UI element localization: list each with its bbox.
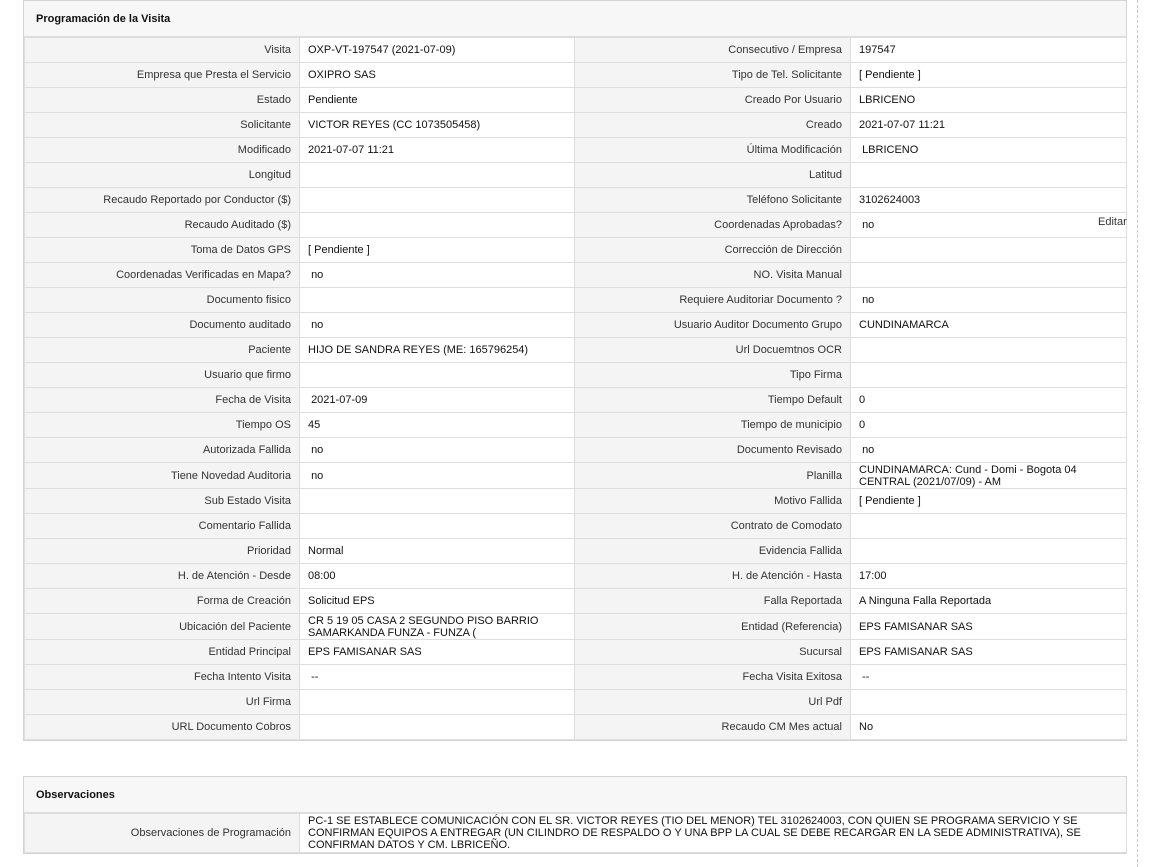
field-value-text: 197547 <box>859 44 896 56</box>
field-label <box>25 388 300 413</box>
field-value-text: no <box>308 319 324 331</box>
field-value-text: no <box>308 444 324 456</box>
field-value <box>300 138 575 163</box>
table-row <box>25 163 1127 188</box>
field-value <box>300 564 575 589</box>
field-label-text: Comentario Fallida <box>198 520 291 532</box>
visit-details-table <box>24 37 1127 740</box>
field-label <box>25 539 300 564</box>
field-value-text: no <box>859 444 875 456</box>
field-label <box>25 690 300 715</box>
field-label-text: Última Modificación <box>746 144 842 156</box>
field-value <box>851 338 1127 363</box>
field-label-text: Requiere Auditoriar Documento ? <box>679 294 842 306</box>
field-label-text: H. de Atención - Hasta <box>731 570 842 582</box>
field-value <box>300 715 575 740</box>
field-value-text: OXP-VT-197547 (2021-07-09) <box>308 44 456 56</box>
field-label <box>25 514 300 539</box>
field-value <box>300 63 575 88</box>
field-value-text: [ Pendiente ] <box>859 495 921 507</box>
field-label <box>25 63 300 88</box>
field-label-text: Sub Estado Visita <box>204 495 291 507</box>
field-label <box>25 489 300 514</box>
table-row <box>25 539 1127 564</box>
field-label-text: Estado <box>256 94 291 106</box>
observations-table <box>24 813 1127 853</box>
field-value <box>300 413 575 438</box>
field-label-text: Entidad Principal <box>208 646 291 658</box>
table-row <box>25 138 1127 163</box>
field-value <box>300 539 575 564</box>
table-row <box>25 665 1127 690</box>
field-label <box>575 514 851 539</box>
field-label-text: Tiempo Default <box>767 394 842 406</box>
field-value-text: 0 <box>859 394 866 406</box>
field-value <box>300 88 575 113</box>
field-label-text: Tipo Firma <box>789 369 842 381</box>
field-label-text: Ubicación del Paciente <box>179 620 291 633</box>
field-label <box>575 363 851 388</box>
field-value <box>300 213 575 238</box>
field-label-text: Fecha de Visita <box>215 394 291 406</box>
field-value <box>851 313 1127 338</box>
field-value-text: [ Pendiente ] <box>308 244 370 256</box>
field-value <box>300 438 575 463</box>
field-value-text: EPS FAMISANAR SAS <box>308 646 422 658</box>
field-label <box>25 589 300 614</box>
field-value <box>300 163 575 188</box>
table-row <box>25 715 1127 740</box>
field-value-text: -- <box>859 671 870 683</box>
table-row <box>25 413 1127 438</box>
field-value-text: CUNDINAMARCA <box>859 319 949 331</box>
field-value-text: A Ninguna Falla Reportada <box>859 595 992 607</box>
field-value-text: No <box>859 721 874 733</box>
field-label-text: Coordenadas Verificadas en Mapa? <box>116 269 291 281</box>
field-label <box>575 489 851 514</box>
table-row <box>25 88 1127 113</box>
field-value <box>851 539 1127 564</box>
edit-link[interactable]: Editar <box>1098 216 1127 228</box>
field-value-text: CR 5 19 05 CASA 2 SEGUNDO PISO BARRIO SAMARKANDA FUNZA - FUNZA ( <box>308 614 542 639</box>
field-label-text: Empresa que Presta el Servicio <box>136 69 291 81</box>
table-row <box>25 238 1127 263</box>
table-row <box>25 263 1127 288</box>
field-label-text: Longitud <box>248 169 291 181</box>
field-value <box>851 388 1127 413</box>
field-label <box>575 564 851 589</box>
field-label-text: Usuario que firmo <box>204 369 291 381</box>
field-label <box>25 313 300 338</box>
field-label-text: Toma de Datos GPS <box>190 244 291 256</box>
field-label-text: Motivo Fallida <box>774 495 842 507</box>
observations-label: Observaciones de Programación <box>25 814 300 853</box>
field-value <box>851 113 1127 138</box>
field-label-text: Documento auditado <box>189 319 291 331</box>
field-value-text: EPS FAMISANAR SAS <box>859 646 973 658</box>
field-label <box>25 463 300 489</box>
table-row <box>25 338 1127 363</box>
field-label-text: Tiene Novedad Auditoria <box>170 469 291 482</box>
field-value-text: no <box>308 469 324 482</box>
field-label <box>25 163 300 188</box>
field-label-text: Paciente <box>248 344 291 356</box>
field-label-text: Planilla <box>806 469 842 482</box>
field-label-text: Falla Reportada <box>763 595 842 607</box>
observations-panel <box>23 776 1127 854</box>
field-label <box>25 438 300 463</box>
field-label <box>575 263 851 288</box>
field-value-text: VICTOR REYES (CC 1073505458) <box>308 119 481 131</box>
field-label-text: Url Pdf <box>808 696 842 708</box>
field-label-text: URL Documento Cobros <box>171 721 291 733</box>
table-row <box>25 363 1127 388</box>
field-label-text: Solicitante <box>240 119 291 131</box>
field-label <box>25 338 300 363</box>
field-label-text: Tipo de Tel. Solicitante <box>731 69 842 81</box>
field-label-text: Creado Por Usuario <box>744 94 842 106</box>
observations-text: PC-1 SE ESTABLECE COMUNICACIÓN CON EL SR. VICTOR REYES (TIO DEL MENOR) TEL 3102624003, CON QUIEN SE PROGRAMA SERVICIO Y SE CONFIRMAN EQUIPOS A ENTREGAR (UN CILINDRO DE RESPALDO O Y UNA BPP LA CUAL SE DEBE RECARGAR EN LA SEDE ADMINISTRATIVA), SE CONFIRMAN DATOS Y CM. LBRICEÑO. <box>308 815 1081 851</box>
field-label <box>575 413 851 438</box>
field-value-text: LBRICENO <box>859 94 916 106</box>
field-label-text: Fecha Visita Exitosa <box>742 671 842 683</box>
field-value <box>300 313 575 338</box>
table-row <box>25 213 1127 238</box>
table-row <box>25 640 1127 665</box>
field-label <box>575 338 851 363</box>
table-row <box>25 113 1127 138</box>
field-value-text: 2021-07-09 <box>308 394 368 406</box>
field-label <box>575 438 851 463</box>
field-label <box>575 163 851 188</box>
field-label <box>25 113 300 138</box>
field-label <box>25 88 300 113</box>
field-value <box>851 263 1127 288</box>
field-label <box>575 715 851 740</box>
field-value <box>300 514 575 539</box>
field-label <box>25 288 300 313</box>
table-row <box>25 614 1127 640</box>
field-label <box>25 715 300 740</box>
visit-programming-panel <box>23 0 1127 741</box>
field-value <box>300 338 575 363</box>
field-label-text: Contrato de Comodato <box>730 520 842 532</box>
field-label-text: Url Firma <box>245 696 291 708</box>
field-label-text: Prioridad <box>246 545 291 557</box>
field-value <box>300 263 575 288</box>
field-value-text: Solicitud EPS <box>308 595 375 607</box>
field-label <box>25 38 300 63</box>
field-label-text: Recaudo Auditado ($) <box>184 219 291 231</box>
field-label-text: Usuario Auditor Documento Grupo <box>673 319 842 331</box>
field-label-text: Autorizada Fallida <box>202 444 291 456</box>
field-label <box>575 288 851 313</box>
field-label-text: Sucursal <box>799 646 842 658</box>
field-label <box>575 238 851 263</box>
field-value-text: 2021-07-07 11:21 <box>859 119 946 131</box>
field-label-text: Url Docuemtnos OCR <box>735 344 842 356</box>
field-label-text: Consecutivo / Empresa <box>728 44 842 56</box>
table-row <box>25 564 1127 589</box>
field-label <box>575 665 851 690</box>
field-label <box>575 63 851 88</box>
field-label-text: Corrección de Dirección <box>724 244 842 256</box>
field-value <box>851 438 1127 463</box>
field-label <box>25 363 300 388</box>
field-label-text: Tiempo de municipio <box>740 419 842 431</box>
field-label <box>575 690 851 715</box>
field-label-text: Creado <box>805 119 842 131</box>
field-label-text: H. de Atención - Desde <box>177 570 291 582</box>
field-value <box>851 413 1127 438</box>
field-label-text: Teléfono Solicitante <box>746 194 842 206</box>
field-value <box>851 489 1127 514</box>
field-label-text: Latitud <box>808 169 842 181</box>
page-dashed-border <box>1137 0 1138 867</box>
field-value <box>300 288 575 313</box>
field-label <box>25 665 300 690</box>
field-label <box>575 388 851 413</box>
field-value <box>300 614 575 640</box>
field-label-text: Recaudo CM Mes actual <box>721 721 842 733</box>
field-label-text: Fecha Intento Visita <box>193 671 291 683</box>
field-label <box>575 589 851 614</box>
field-label-text: Recaudo Reportado por Conductor ($) <box>103 194 291 206</box>
field-label <box>575 38 851 63</box>
field-label <box>25 238 300 263</box>
table-row <box>25 690 1127 715</box>
field-value <box>851 640 1127 665</box>
field-label-text: Forma de Creación <box>196 595 291 607</box>
field-value <box>851 188 1127 213</box>
field-label <box>575 113 851 138</box>
field-value-text: 45 <box>308 419 321 431</box>
field-label <box>575 213 851 238</box>
field-label <box>25 413 300 438</box>
observations-value <box>300 814 1127 853</box>
field-value <box>851 564 1127 589</box>
field-value <box>851 614 1127 640</box>
field-label <box>575 539 851 564</box>
field-label <box>575 88 851 113</box>
panel-title: Programación de la Visita <box>24 1 1126 37</box>
table-row <box>25 814 1127 853</box>
field-label-text: Coordenadas Aprobadas? <box>714 219 842 231</box>
field-label <box>25 614 300 640</box>
field-value-text: 08:00 <box>308 570 336 582</box>
field-value <box>851 163 1127 188</box>
field-label-text: Tiempo OS <box>235 419 291 431</box>
field-value-text: EPS FAMISANAR SAS <box>859 620 973 633</box>
field-value <box>300 113 575 138</box>
field-label-text: NO. Visita Manual <box>753 269 842 281</box>
table-row <box>25 463 1127 489</box>
table-row <box>25 313 1127 338</box>
field-value-text: OXIPRO SAS <box>308 69 376 81</box>
field-label <box>25 263 300 288</box>
field-value-text: CUNDINAMARCA: Cund - Domi - Bogota 04 CENTRAL (2021/07/09) - AM <box>859 463 1080 488</box>
field-label <box>575 463 851 489</box>
field-label-text: Entidad (Referencia) <box>741 620 842 633</box>
field-value <box>851 38 1127 63</box>
field-value <box>851 88 1127 113</box>
field-value-text: -- <box>308 671 319 683</box>
table-row <box>25 63 1127 88</box>
field-value <box>851 63 1127 88</box>
field-value <box>300 188 575 213</box>
table-row <box>25 589 1127 614</box>
field-value <box>300 363 575 388</box>
field-value <box>851 238 1127 263</box>
table-row <box>25 438 1127 463</box>
table-row <box>25 288 1127 313</box>
table-row <box>25 514 1127 539</box>
field-value <box>300 665 575 690</box>
field-label-text: Evidencia Fallida <box>758 545 842 557</box>
field-label-text: Modificado <box>237 144 291 156</box>
field-value <box>851 589 1127 614</box>
field-value-text: no <box>308 269 324 281</box>
field-value <box>300 640 575 665</box>
field-label <box>25 138 300 163</box>
field-value <box>851 213 1127 238</box>
field-value <box>300 589 575 614</box>
field-value-text: [ Pendiente ] <box>859 69 921 81</box>
field-label <box>25 640 300 665</box>
field-value <box>300 489 575 514</box>
field-value <box>300 690 575 715</box>
field-label <box>575 640 851 665</box>
field-value <box>851 288 1127 313</box>
field-value <box>851 690 1127 715</box>
observations-title: Observaciones <box>24 777 1126 813</box>
field-value-text: LBRICENO <box>859 144 919 156</box>
field-value <box>851 514 1127 539</box>
field-value <box>851 363 1127 388</box>
field-label <box>25 564 300 589</box>
field-value <box>300 238 575 263</box>
field-value-text: 2021-07-07 11:21 <box>308 144 395 156</box>
field-value-text: 0 <box>859 419 866 431</box>
field-label <box>575 188 851 213</box>
field-value <box>300 388 575 413</box>
field-value <box>851 463 1127 489</box>
table-row <box>25 188 1127 213</box>
field-label <box>575 614 851 640</box>
field-value <box>851 665 1127 690</box>
field-value <box>851 138 1127 163</box>
field-label <box>575 313 851 338</box>
table-row <box>25 388 1127 413</box>
field-value <box>851 715 1127 740</box>
field-value-text: Normal <box>308 545 344 557</box>
field-value-text: 3102624003 <box>859 194 921 206</box>
field-value-text: no <box>859 294 875 306</box>
field-label <box>25 213 300 238</box>
field-value-text: Pendiente <box>308 94 358 106</box>
field-value-text: HIJO DE SANDRA REYES (ME: 165796254) <box>308 344 529 356</box>
field-label-text: Documento Revisado <box>736 444 842 456</box>
field-value-text: 17:00 <box>859 570 887 582</box>
field-label <box>575 138 851 163</box>
field-value-text: no <box>859 219 875 231</box>
table-row <box>25 38 1127 63</box>
field-label-text: Documento fisico <box>206 294 291 306</box>
field-value <box>300 38 575 63</box>
field-label-text: Visita <box>264 44 291 56</box>
field-value <box>300 463 575 489</box>
field-label <box>25 188 300 213</box>
table-row <box>25 489 1127 514</box>
